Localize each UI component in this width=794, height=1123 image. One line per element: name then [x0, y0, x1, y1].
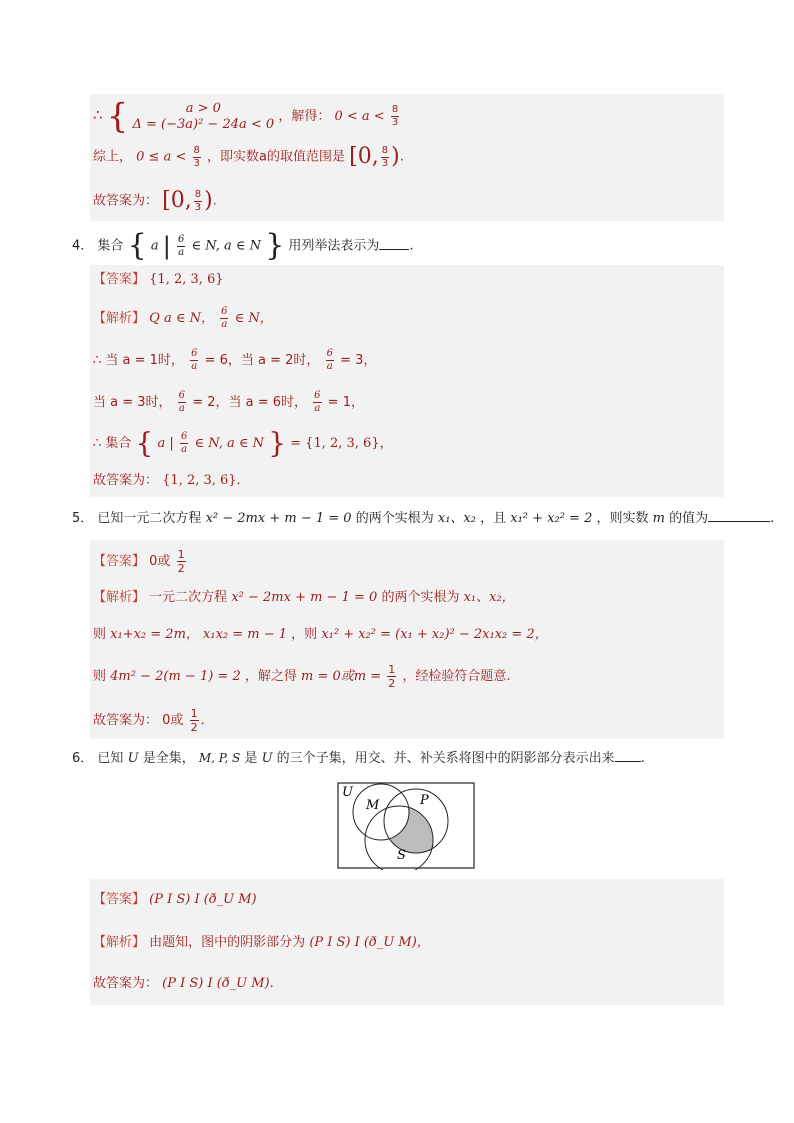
frac-den: 3	[193, 157, 200, 169]
q4-answer	[93, 266, 224, 294]
answer-range-close: )	[204, 188, 213, 213]
system-top: a > 0	[185, 100, 221, 116]
summary-pre: 综上，	[93, 149, 133, 165]
set-brace-left: {	[135, 426, 154, 460]
stem-b: 的两个实根为	[355, 511, 434, 526]
set-frac	[177, 235, 185, 258]
stem-eq: x² − 2mx + m − 1 = 0	[205, 511, 352, 526]
frac-num: 8	[391, 104, 399, 115]
answer-frac	[177, 549, 186, 574]
final-frac	[190, 708, 199, 733]
analysis-text: 由题知，图中的阴影部分为	[149, 935, 306, 950]
frac-num: 8	[194, 188, 202, 200]
analysis-roots: x₁、x₂，	[463, 590, 515, 605]
set-brace-right: }	[268, 426, 287, 460]
analysis-eq: x² − 2mx + m − 1 = 0	[231, 590, 378, 605]
analysis-value: (P I S) I (ð_U M)，	[309, 935, 430, 950]
frac-den: a	[221, 319, 228, 330]
stem-a: 已知	[97, 751, 124, 766]
analysis-tag: 【解析】	[93, 311, 146, 326]
analysis-b: 的两个实根为	[381, 590, 460, 605]
stem-c: 是	[244, 751, 258, 766]
answer-tag: 【答案】	[93, 892, 146, 907]
l3-c: ，经检验符合题意.	[402, 669, 511, 684]
solve-expr: 0 < a <	[334, 109, 385, 124]
q4-stem	[72, 228, 414, 264]
set-bar: |	[162, 232, 171, 260]
frac-num: 6	[314, 390, 321, 401]
l3-b: ，解之得	[244, 669, 297, 684]
frac-num: 6	[180, 431, 188, 442]
frac-num: 1	[388, 663, 396, 676]
q5-analysis-3	[93, 660, 511, 694]
question-number: 6．	[72, 751, 94, 766]
q6-stem	[72, 744, 645, 772]
l4-pre: ∴ 集合	[93, 436, 132, 451]
stem-U: U	[127, 751, 139, 766]
summary-mid: ，即实数a的取值范围是	[207, 149, 345, 165]
l3-sol: m = 0或m =	[301, 669, 382, 684]
set-var: a	[157, 436, 166, 451]
q4-final	[93, 467, 250, 495]
q4-analysis-2	[93, 344, 376, 378]
set-cond: ∈ N, a ∈ N	[191, 238, 262, 254]
q5-answer	[93, 545, 188, 579]
l3-a: 当 a = 3时，	[93, 395, 172, 410]
q6-analysis	[93, 929, 430, 957]
answer-blank	[379, 237, 409, 250]
frac-den: a	[191, 361, 198, 372]
range-close: )	[391, 144, 400, 169]
q5-final	[93, 704, 214, 738]
final-label: 故答案为：	[93, 713, 159, 728]
analysis-l1: Q a ∈ N，	[149, 311, 214, 326]
frac-den: a	[178, 246, 185, 258]
frac-num: 6	[177, 233, 185, 245]
q5-analysis-2	[93, 621, 548, 649]
frac-den: a	[326, 361, 333, 372]
frac-den: a	[314, 403, 321, 414]
therefore-symbol: ∴	[93, 106, 103, 124]
final-label: 故答案为：	[93, 473, 159, 488]
answer-value: (P I S) I (ð_U M)	[149, 892, 257, 907]
l2-b: ，则	[291, 627, 318, 642]
l3-frac	[387, 664, 396, 689]
l2-expr: x₁² + x₂² = (x₁ + x₂)² − 2x₁x₂ = 2，	[321, 627, 548, 642]
solve-label: ，解得：	[278, 109, 331, 124]
l2-sum: x₁+x₂ = 2m，	[110, 627, 199, 642]
label-U: U	[342, 785, 353, 800]
answer-blank	[615, 749, 641, 762]
q4-analysis-3	[93, 386, 364, 420]
l3-eq: 4m² − 2(m − 1) = 2	[110, 669, 241, 684]
stem-end: .	[770, 511, 775, 526]
answer-end: .	[212, 193, 217, 209]
l4-post: = {1, 2, 3, 6}，	[290, 436, 393, 451]
summary-frac	[193, 146, 201, 169]
set-brace-left: {	[127, 228, 147, 263]
stem-a: 已知一元二次方程	[97, 511, 202, 526]
answer-pre: 0或	[149, 554, 171, 569]
q4-band	[90, 265, 724, 497]
frac-den: 2	[190, 721, 198, 734]
frac-6-over-a	[178, 391, 186, 414]
stem-roots: x₁、x₂	[437, 511, 476, 526]
question-number: 5．	[72, 511, 94, 526]
system-bottom: Δ = (−3a)² − 24a < 0	[132, 116, 275, 132]
frac-den: 3	[391, 117, 399, 128]
answer-label: 故答案为：	[93, 193, 159, 209]
l3-a: 则	[93, 669, 107, 684]
l3-b: = 2，当 a = 6时，	[192, 395, 308, 410]
l2-a: ∴ 当 a = 1时，	[93, 353, 184, 368]
frac-6-over-a	[326, 349, 334, 372]
l2-b: = 6，当 a = 2时，	[204, 353, 320, 368]
frac-den: a	[181, 444, 188, 455]
frac-num: 6	[191, 348, 198, 359]
stem-sets: M, P, S	[198, 751, 241, 765]
range-frac	[381, 146, 389, 169]
analysis-tag: 【解析】	[93, 935, 146, 950]
stem-m: m	[652, 511, 665, 526]
l2-c: = 3，	[340, 353, 377, 368]
final-pre: 0或	[162, 713, 184, 728]
stem-b: 是全集，	[142, 751, 195, 766]
l3-c: = 1，	[327, 395, 364, 410]
set-var: a	[150, 238, 159, 254]
frac-num: 6	[221, 306, 228, 317]
final-value: {1, 2, 3, 6}．	[162, 473, 250, 488]
frac-6-over-a	[190, 349, 198, 372]
q5-stem	[72, 505, 774, 533]
stem-post: 用列举法表示为	[288, 238, 380, 254]
final-end: ．	[200, 713, 214, 728]
q3-system-line	[93, 96, 401, 137]
stem-e: 的值为	[669, 511, 709, 526]
frac-den: a	[178, 403, 185, 414]
frac-num: 6	[178, 390, 186, 401]
stem-pre: 集合	[97, 238, 124, 254]
system-block	[132, 101, 274, 133]
solve-frac	[391, 105, 399, 128]
frac-num: 8	[193, 144, 200, 156]
venn-diagram	[337, 782, 477, 870]
q4-analysis-1	[93, 302, 273, 336]
analysis-tag: 【解析】	[93, 590, 146, 605]
answer-tag: 【答案】	[93, 554, 146, 569]
l2-a: 则	[93, 627, 107, 642]
final-label: 故答案为：	[93, 976, 159, 991]
system-brace: {	[106, 96, 129, 137]
answer-value: {1, 2, 3, 6}	[149, 272, 224, 287]
q5-analysis-1	[93, 584, 515, 612]
frac-num: 6	[326, 348, 333, 359]
summary-cond: 0 ≤ a <	[136, 149, 187, 165]
stem-c: ，且	[480, 511, 507, 526]
frac-den: 2	[177, 562, 185, 575]
answer-blank	[708, 509, 770, 522]
frac-den: 2	[388, 677, 396, 690]
set-brace-right: }	[265, 228, 285, 263]
stem-end: .	[640, 751, 645, 766]
frac-den: 3	[381, 157, 389, 169]
frac-num: 1	[190, 707, 198, 720]
label-S: S	[397, 848, 406, 863]
answer-frac	[194, 190, 202, 213]
set-bar: |	[169, 436, 174, 451]
label-M: M	[366, 798, 380, 813]
frac-num: 8	[381, 144, 389, 156]
frac-6-over-a	[220, 307, 228, 330]
range-open: [0,	[349, 144, 379, 169]
stem-end: .	[409, 238, 414, 254]
stem-cond: x₁² + x₂² = 2	[510, 511, 593, 526]
stem-U: U	[261, 751, 273, 766]
answer-tag: 【答案】	[93, 272, 146, 287]
stem-d: ，则实数	[596, 511, 649, 526]
analysis-l1-cond: ∈ N，	[234, 311, 273, 326]
set-cond: ∈ N, a ∈ N	[194, 436, 265, 451]
q3-summary-line	[93, 143, 404, 171]
answer-range-open: [0,	[162, 188, 192, 213]
set-frac	[180, 432, 188, 455]
summary-end: .	[399, 149, 404, 165]
frac-num: 1	[177, 548, 185, 561]
analysis-a: 一元二次方程	[149, 590, 228, 605]
label-P: P	[420, 793, 429, 808]
q6-final	[93, 970, 274, 998]
q3-answer-line	[93, 187, 217, 215]
q6-answer	[93, 886, 257, 914]
question-number: 4．	[72, 238, 94, 254]
stem-d: 的三个子集，用交、并、补关系将图中的阴影部分表示出来	[276, 751, 615, 766]
l2-prod: x₁x₂ = m − 1	[203, 627, 288, 642]
final-value: (P I S) I (ð_U M).	[162, 976, 274, 991]
q4-analysis-4	[93, 426, 393, 462]
frac-6-over-a	[313, 391, 321, 414]
frac-den: 3	[194, 201, 202, 213]
